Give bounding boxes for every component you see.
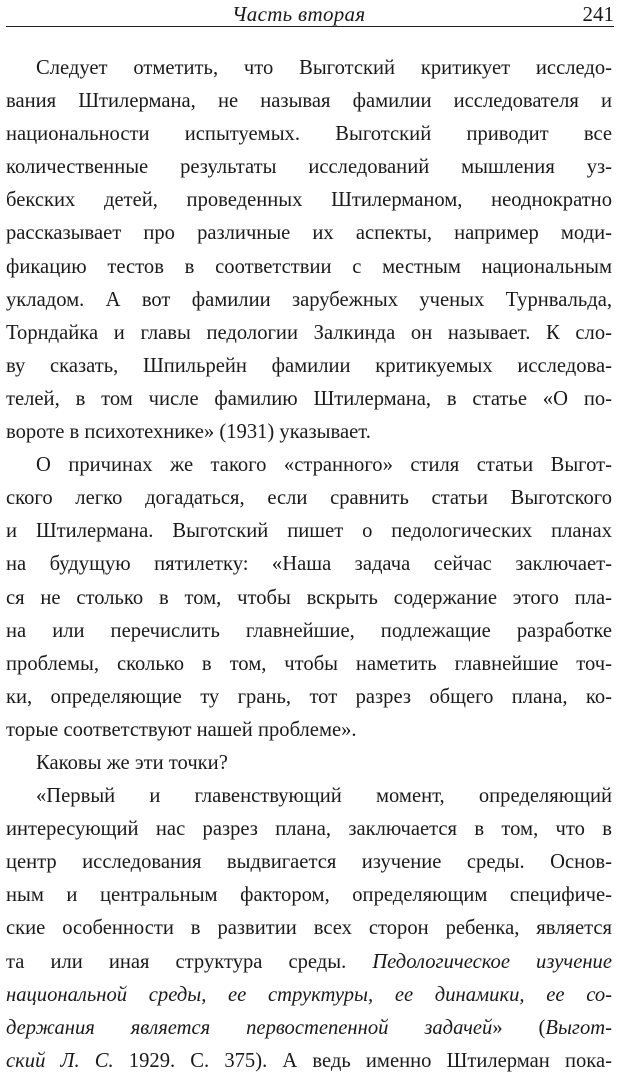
text-span: Следует отметить, что Выготский критикует исследо- [36, 57, 612, 79]
text-line [6, 52, 612, 85]
text-span: рассказывает про различные их аспекты, например моди- [6, 222, 612, 245]
text-line [6, 217, 612, 250]
text-line [6, 151, 612, 184]
text-line [6, 879, 612, 912]
text-line [6, 284, 612, 317]
text-line [6, 615, 612, 648]
text-span: та или иная структура среды. [6, 950, 373, 973]
text-line [6, 912, 612, 945]
text-line [6, 979, 612, 1012]
text-span: торые соответствуют нашей проблеме». [6, 718, 357, 741]
text-line [6, 681, 612, 714]
text-span: проблемы, сколько в том, чтобы наметить главнейшие точ- [6, 652, 612, 675]
text-line [6, 946, 612, 979]
text-line [6, 85, 612, 118]
text-span: Каковы же эти точки? [36, 751, 228, 774]
header-rule [6, 26, 614, 27]
text-span: ки, определяющие ту грань, тот разрез общего плана, ко- [6, 685, 612, 708]
text-line [6, 548, 612, 581]
header-title: Часть вторая [232, 2, 366, 26]
text-span: ся не столько в том, чтобы вскрыть содержание этого пла- [6, 586, 612, 609]
text-span: О причинах же такого «странного» стиля статьи Выгот- [36, 454, 612, 477]
text-span: количественные результаты исследований мышления уз- [6, 156, 612, 179]
text-span: на будущую пятилетку: «Наша задача сейчас заключает- [6, 553, 612, 576]
text-line [6, 780, 612, 813]
text-span: ву сказать, Шпильрейн фамилии критикуемых исследова- [6, 354, 612, 377]
text-span: Торндайка и главы педологии Залкинда он называет. К сло- [6, 321, 612, 344]
text-line [6, 184, 612, 217]
running-header [0, 0, 620, 28]
text-span: бекских детей, проведенных Штилерманом, неоднократно [6, 189, 612, 212]
text-line [6, 1045, 612, 1078]
text-span: и Штилермана. Выготский пишет о педологических планах [6, 520, 612, 543]
text-line [6, 118, 612, 151]
text-span: фикацию тестов в соответствии с местным национальным [6, 255, 612, 278]
text-span: вания Штилермана, не называя фамилии исследователя и [6, 90, 612, 113]
text-span: национальности испытуемых. Выготский приводит все [6, 123, 612, 146]
text-line [6, 251, 612, 284]
text-line [6, 714, 612, 747]
text-span: вороте в психотехнике» (1931) указывает. [6, 421, 371, 444]
body-text [6, 52, 612, 1078]
text-span: » ( [492, 1016, 546, 1039]
text-line [6, 416, 612, 449]
text-line [6, 383, 612, 416]
italic-span: держания является первостепенной задачей [6, 1016, 493, 1039]
text-span: ские особенности в развитии всех сторон ребенка, является [6, 917, 612, 940]
text-line [6, 813, 612, 846]
page-number: 241 [582, 2, 614, 26]
italic-span: ский Л. С. [6, 1049, 114, 1072]
text-line [6, 1012, 612, 1045]
text-span: «Первый и главенствующий момент, определяющий [36, 785, 612, 808]
text-span: телей, в том числе фамилию Штилермана, в статье «О по- [6, 387, 612, 410]
italic-span: Педологическое изучение [372, 950, 612, 973]
text-line [6, 582, 612, 615]
text-span: интересующий нас разрез плана, заключается в том, что в [6, 818, 612, 841]
text-line [6, 648, 612, 681]
text-line [6, 846, 612, 879]
text-span: 1929. С. 375). А ведь именно Штилерман пока- [113, 1049, 612, 1072]
text-line [6, 482, 612, 515]
text-span: укладом. А вот фамилии зарубежных ученых Турнвальда, [6, 288, 612, 311]
text-span: на или перечислить главнейшие, подлежащие разработке [6, 619, 612, 642]
text-line [6, 449, 612, 482]
text-line [6, 317, 612, 350]
text-span: центр исследования выдвигается изучение среды. Основ- [6, 851, 612, 874]
text-line [6, 515, 612, 548]
text-line [6, 747, 612, 780]
text-span: ным и центральным фактором, определяющим специфиче- [6, 884, 612, 907]
italic-span: национальной среды, ее структуры, ее динамики, ее со- [6, 983, 612, 1006]
text-line [6, 350, 612, 383]
text-span: ского легко догадаться, если сравнить статьи Выготского [6, 487, 612, 510]
italic-span: Выгот- [545, 1016, 612, 1039]
